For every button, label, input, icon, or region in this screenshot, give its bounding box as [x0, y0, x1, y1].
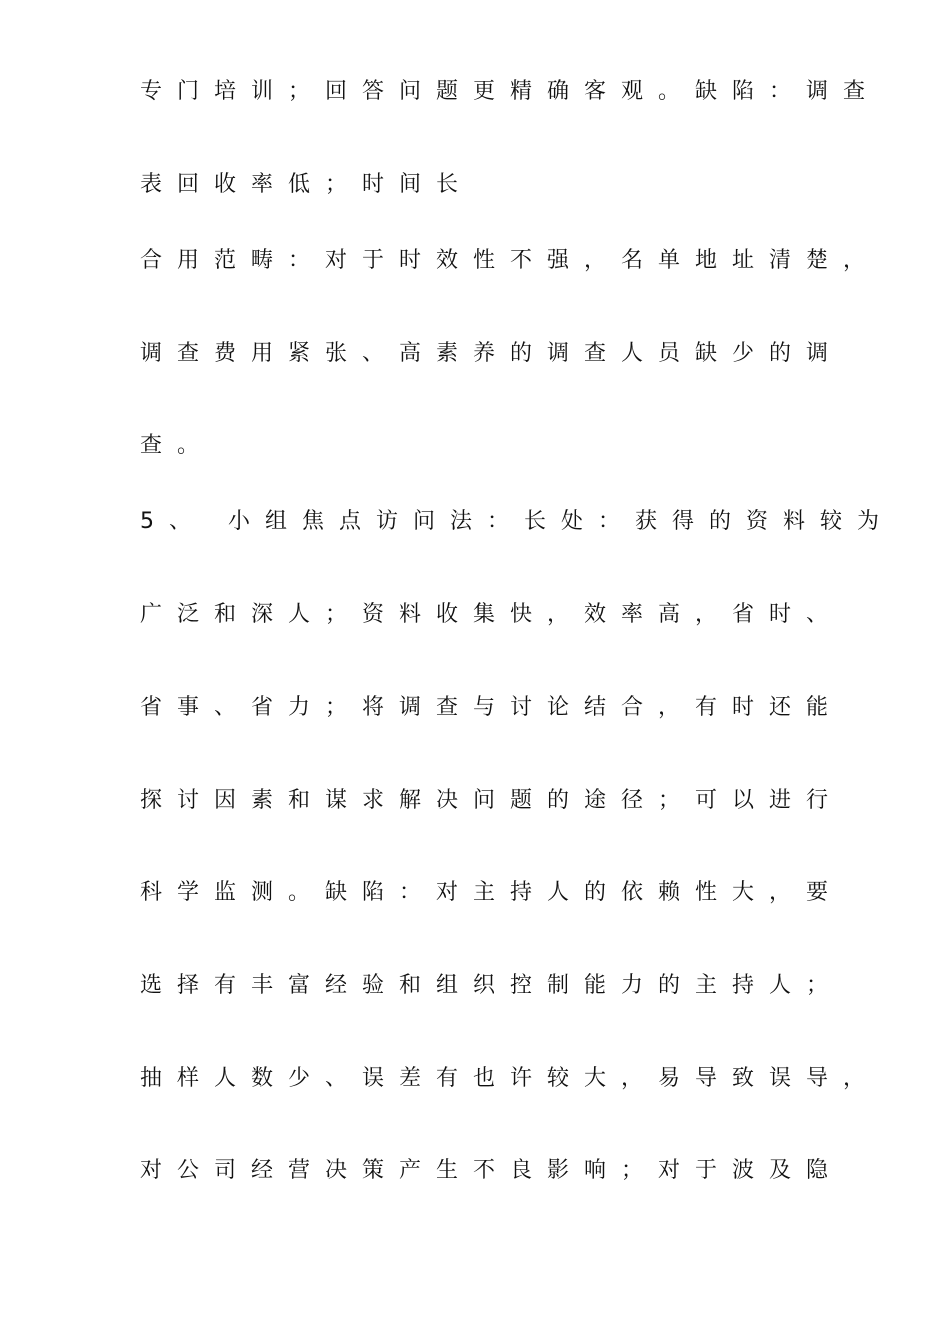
text-line: 专门培训；回答问题更精确客观。缺陷：调查	[140, 79, 881, 104]
text-line: 抽样人数少、误差有也许较大，易导致误导，	[140, 1066, 881, 1091]
text-line: 广泛和深人；资料收集快，效率高，省时、	[140, 602, 844, 627]
text-line: 合用范畴：对于时效性不强，名单地址清楚，	[140, 248, 881, 273]
text-line: 查。	[140, 433, 215, 458]
text-line: 表回收率低；时间长	[140, 172, 474, 197]
text-line: 选择有丰富经验和组织控制能力的主持人；	[140, 973, 844, 998]
text-line: 5、 小组焦点访问法：长处：获得的资料较为	[140, 509, 894, 534]
text-line: 探讨因素和谋求解决问题的途径；可以进行	[140, 788, 844, 813]
text-line: 调查费用紧张、高素养的调查人员缺少的调	[140, 341, 844, 366]
text-line: 对公司经营决策产生不良影响；对于波及隐	[140, 1158, 844, 1183]
text-line: 省事、省力；将调查与讨论结合，有时还能	[140, 695, 844, 720]
text-line: 科学监测。缺陷：对主持人的依赖性大，要	[140, 880, 844, 905]
